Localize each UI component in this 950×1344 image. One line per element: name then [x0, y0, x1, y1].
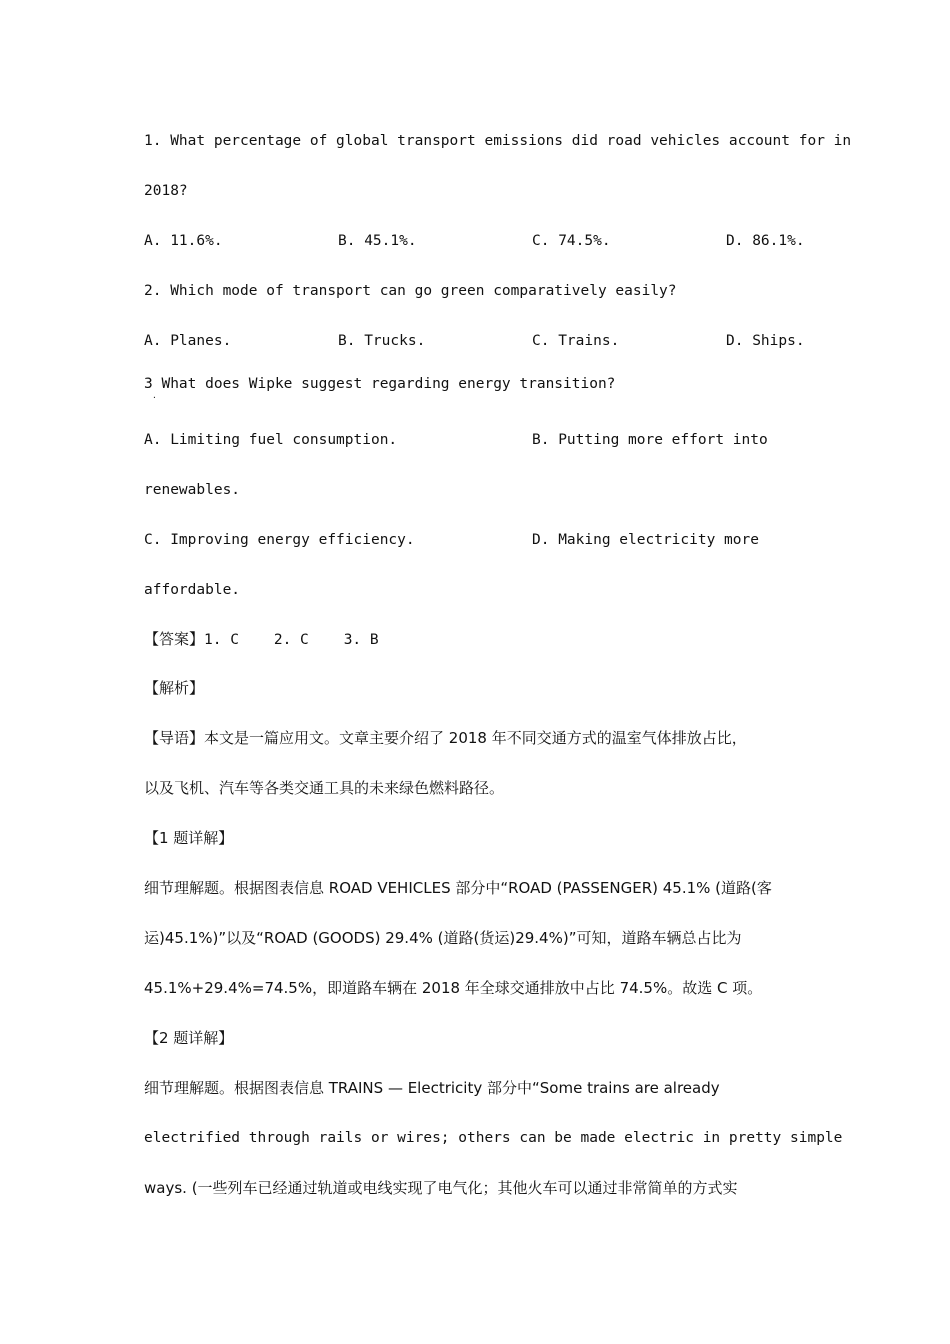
detail2-line3: ways. (一些列车已经通过轨道或电线实现了电气化；其他火车可以通过非常简单的方式实: [144, 1179, 738, 1197]
q3-option-c: C. Improving energy efficiency.: [144, 532, 415, 548]
q3-stem: 3 What does Wipke suggest regarding energy transition?: [144, 376, 616, 392]
q2-option-d: D. Ships.: [726, 333, 805, 349]
detail1-line1: 细节理解题。根据图表信息 ROAD VEHICLES 部分中“ROAD (PASSENGER) 45.1% (道路(客: [144, 879, 772, 897]
analysis-label: 【解析】: [144, 679, 205, 697]
detail2-line2: electrified through rails or wires; others can be made electric in pretty simple: [144, 1130, 843, 1146]
q1-option-b: B. 45.1%.: [338, 233, 417, 249]
intro-text-line1: 本文是一篇应用文。文章主要介绍了 2018 年不同交通方式的温室气体排放占比，: [204, 729, 747, 747]
q3-option-a: A. Limiting fuel consumption.: [144, 432, 398, 448]
detail2-line1: 细节理解题。根据图表信息 TRAINS — Electricity 部分中“Some trains are already: [144, 1079, 720, 1097]
answer-text: 1. C 2. C 3. B: [204, 632, 379, 648]
intro-line1: [144, 728, 747, 748]
detail1-label: 【1 题详解】: [144, 829, 234, 847]
q1-option-c: C. 74.5%.: [532, 233, 611, 249]
intro-label: 【导语】: [144, 729, 205, 747]
q3-option-d-continued: affordable.: [144, 582, 241, 598]
detail1-line2: 运)45.1%)”以及“ROAD (GOODS) 29.4% (道路(货运)29.4%)”可知，道路车辆总占比为: [144, 929, 742, 947]
q2-option-a: A. Planes.: [144, 333, 232, 349]
q2-option-c: C. Trains.: [532, 333, 620, 349]
q1-option-d: D. 86.1%.: [726, 233, 805, 249]
q1-stem-line1: 1. What percentage of global transport emissions did road vehicles account for in: [144, 133, 852, 149]
answer-label: 【答案】: [144, 630, 205, 648]
q1-option-a: A. 11.6%.: [144, 233, 223, 249]
q2-stem: 2. Which mode of transport can go green comparatively easily?: [144, 283, 677, 299]
q3-option-b: B. Putting more effort into: [532, 432, 768, 448]
q3-dot-mark: ·: [152, 393, 157, 402]
q2-option-b: B. Trucks.: [338, 333, 426, 349]
q3-option-b-continued: renewables.: [144, 482, 241, 498]
answer-line: [144, 629, 379, 650]
detail1-line3: 45.1%+29.4%=74.5%，即道路车辆在 2018 年全球交通排放中占比 74.5%。故选 C 项。: [144, 979, 763, 997]
q3-option-d: D. Making electricity more: [532, 532, 759, 548]
q1-stem-line2: 2018?: [144, 183, 188, 199]
detail2-label: 【2 题详解】: [144, 1029, 234, 1047]
intro-line2: 以及飞机、汽车等各类交通工具的未来绿色燃料路径。: [144, 779, 505, 797]
